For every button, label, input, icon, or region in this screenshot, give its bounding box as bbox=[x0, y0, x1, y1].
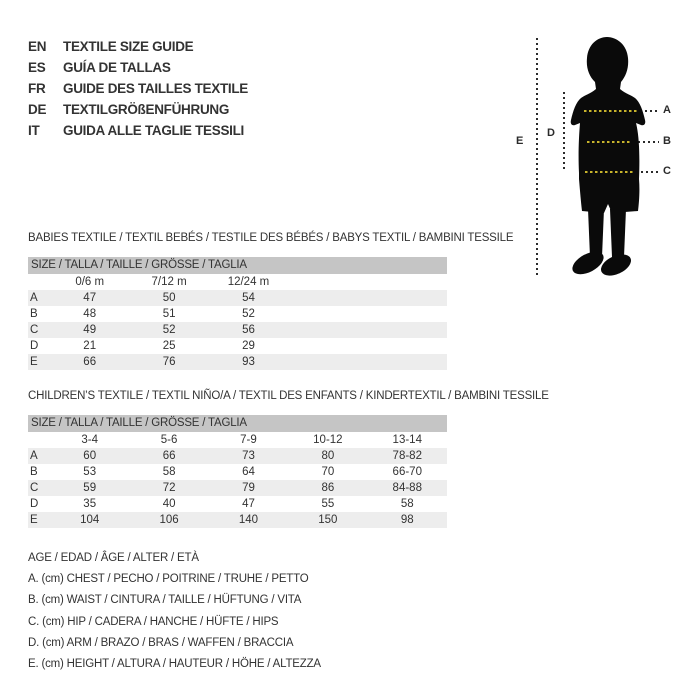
legend-chest: A. (cm) CHEST / PECHO / POITRINE / TRUHE / PETTO bbox=[28, 573, 309, 586]
row-label: B bbox=[30, 308, 38, 320]
babies-size-table bbox=[28, 257, 447, 370]
legend-waist: B. (cm) WAIST / CINTURA / TAILLE / HÜFTUNG / VITA bbox=[28, 594, 302, 607]
row-label: B bbox=[30, 466, 38, 478]
cell-value: 98 bbox=[400, 514, 414, 526]
cell-value: 58 bbox=[400, 498, 414, 510]
cell-value: 106 bbox=[159, 514, 179, 526]
children-size-table bbox=[28, 415, 447, 528]
lang-code-es: ES bbox=[28, 60, 46, 75]
measure-label-b: B bbox=[663, 135, 671, 147]
measure-label-e: E bbox=[516, 135, 524, 147]
row-label: A bbox=[30, 450, 38, 462]
cell-value: 47 bbox=[83, 292, 97, 304]
children-row-e bbox=[28, 512, 447, 528]
cell-value: 72 bbox=[162, 482, 176, 494]
row-label: D bbox=[30, 498, 39, 510]
children-section-title: CHILDREN’S TEXTILE / TEXTIL NIÑO/A / TEXTIL DES ENFANTS / KINDERTEXTIL / BAMBINI TESSILE bbox=[28, 390, 549, 402]
cell-value: 52 bbox=[242, 308, 255, 320]
cell-value: 51 bbox=[162, 308, 176, 320]
legend-arm: D. (cm) ARM / BRAZO / BRAS / WAFFEN / BRACCIA bbox=[28, 636, 294, 649]
lang-title-de: TEXTILGRÖßENFÜHRUNG bbox=[63, 102, 230, 117]
children-row-c bbox=[28, 480, 447, 496]
babies-row-e bbox=[28, 354, 447, 370]
legend-height: E. (cm) HEIGHT / ALTURA / HAUTEUR / HÖHE / ALTEZZA bbox=[28, 658, 321, 671]
children-corner-cell bbox=[28, 432, 50, 448]
child-silhouette-icon bbox=[560, 33, 670, 278]
cell-value: 66 bbox=[83, 356, 97, 368]
cell-value: 53 bbox=[83, 466, 97, 478]
lang-row-es bbox=[28, 57, 248, 78]
cell-value: 52 bbox=[162, 324, 176, 336]
babies-column-header-row bbox=[28, 274, 447, 290]
cell-value: 104 bbox=[80, 514, 100, 526]
row-label: E bbox=[30, 514, 38, 526]
cell-value: 25 bbox=[162, 340, 176, 352]
children-col-10-12: 10-12 bbox=[313, 434, 343, 446]
lang-title-fr: GUIDE DES TAILLES TEXTILE bbox=[63, 81, 249, 96]
babies-col-7-12m: 7/12 m bbox=[151, 276, 187, 288]
cell-value: 60 bbox=[83, 450, 97, 462]
row-label: C bbox=[30, 324, 39, 336]
measure-label-d: D bbox=[547, 127, 555, 139]
lang-row-en bbox=[28, 36, 248, 57]
cell-value: 58 bbox=[162, 466, 176, 478]
babies-row-d bbox=[28, 338, 447, 354]
lang-title-es: GUÍA DE TALLAS bbox=[63, 60, 171, 75]
measure-label-c: C bbox=[663, 165, 671, 177]
babies-corner-cell bbox=[28, 274, 50, 290]
lang-row-it bbox=[28, 120, 248, 141]
lang-row-fr bbox=[28, 78, 248, 99]
waist-measure-line-b bbox=[587, 141, 631, 143]
children-col-3-4: 3-4 bbox=[81, 434, 98, 446]
cell-value: 76 bbox=[162, 356, 176, 368]
lang-title-en: TEXTILE SIZE GUIDE bbox=[63, 39, 194, 54]
lang-code-en: EN bbox=[28, 39, 47, 54]
children-size-header-bar: SIZE / TALLA / TAILLE / GRÖSSE / TAGLIA bbox=[28, 415, 447, 432]
hip-measure-line-c bbox=[585, 171, 634, 173]
cell-value: 59 bbox=[83, 482, 97, 494]
cell-value: 66-70 bbox=[392, 466, 422, 478]
cell-value: 48 bbox=[83, 308, 97, 320]
cell-value: 80 bbox=[321, 450, 335, 462]
measure-label-a: A bbox=[663, 104, 671, 116]
cell-value: 86 bbox=[321, 482, 335, 494]
cell-value: 73 bbox=[242, 450, 255, 462]
cell-value: 79 bbox=[242, 482, 255, 494]
cell-value: 21 bbox=[83, 340, 97, 352]
measurement-legend bbox=[28, 548, 321, 675]
height-measure-line-e bbox=[536, 38, 538, 278]
legend-age: AGE / EDAD / ÂGE / ALTER / ETÀ bbox=[28, 552, 199, 564]
babies-section-title: BABIES TEXTILE / TEXTIL BEBÉS / TESTILE DES BÉBÉS / BABYS TEXTIL / BAMBINI TESSILE bbox=[28, 232, 514, 244]
children-col-5-6: 5-6 bbox=[160, 434, 178, 446]
babies-row-b bbox=[28, 306, 447, 322]
babies-col-0-6m: 0/6 m bbox=[75, 276, 105, 288]
cell-value: 78-82 bbox=[392, 450, 422, 462]
babies-col-12-24m: 12/24 m bbox=[227, 276, 270, 288]
cell-value: 55 bbox=[321, 498, 335, 510]
children-row-b bbox=[28, 464, 447, 480]
cell-value: 150 bbox=[318, 514, 338, 526]
row-label: E bbox=[30, 356, 38, 368]
children-row-d bbox=[28, 496, 447, 512]
chest-measure-line-a bbox=[584, 110, 638, 112]
babies-row-a bbox=[28, 290, 447, 306]
cell-value: 49 bbox=[83, 324, 97, 336]
lang-title-it: GUIDA ALLE TAGLIE TESSILI bbox=[63, 123, 244, 138]
lang-code-fr: FR bbox=[28, 81, 46, 96]
cell-value: 93 bbox=[242, 356, 255, 368]
babies-size-header-bar: SIZE / TALLA / TAILLE / GRÖSSE / TAGLIA bbox=[28, 257, 447, 274]
cell-value: 29 bbox=[242, 340, 255, 352]
children-col-7-9: 7-9 bbox=[240, 434, 257, 446]
children-column-header-row bbox=[28, 432, 447, 448]
row-label: A bbox=[30, 292, 38, 304]
legend-hip: C. (cm) HIP / CADERA / HANCHE / HÜFTE / HIPS bbox=[28, 615, 279, 628]
lang-code-de: DE bbox=[28, 102, 47, 117]
cell-value: 50 bbox=[162, 292, 176, 304]
cell-value: 70 bbox=[321, 466, 335, 478]
cell-value: 84-88 bbox=[392, 482, 422, 494]
babies-row-c bbox=[28, 322, 447, 338]
cell-value: 64 bbox=[242, 466, 255, 478]
lang-code-it: IT bbox=[28, 123, 40, 138]
cell-value: 35 bbox=[83, 498, 97, 510]
row-label: C bbox=[30, 482, 39, 494]
language-title-block bbox=[28, 36, 248, 141]
cell-value: 47 bbox=[242, 498, 255, 510]
lang-row-de bbox=[28, 99, 248, 120]
children-row-a bbox=[28, 448, 447, 464]
cell-value: 66 bbox=[162, 450, 176, 462]
children-col-13-14: 13-14 bbox=[392, 434, 422, 446]
cell-value: 40 bbox=[162, 498, 176, 510]
row-label: D bbox=[30, 340, 39, 352]
cell-value: 54 bbox=[242, 292, 255, 304]
cell-value: 140 bbox=[238, 514, 259, 526]
cell-value: 56 bbox=[242, 324, 255, 336]
